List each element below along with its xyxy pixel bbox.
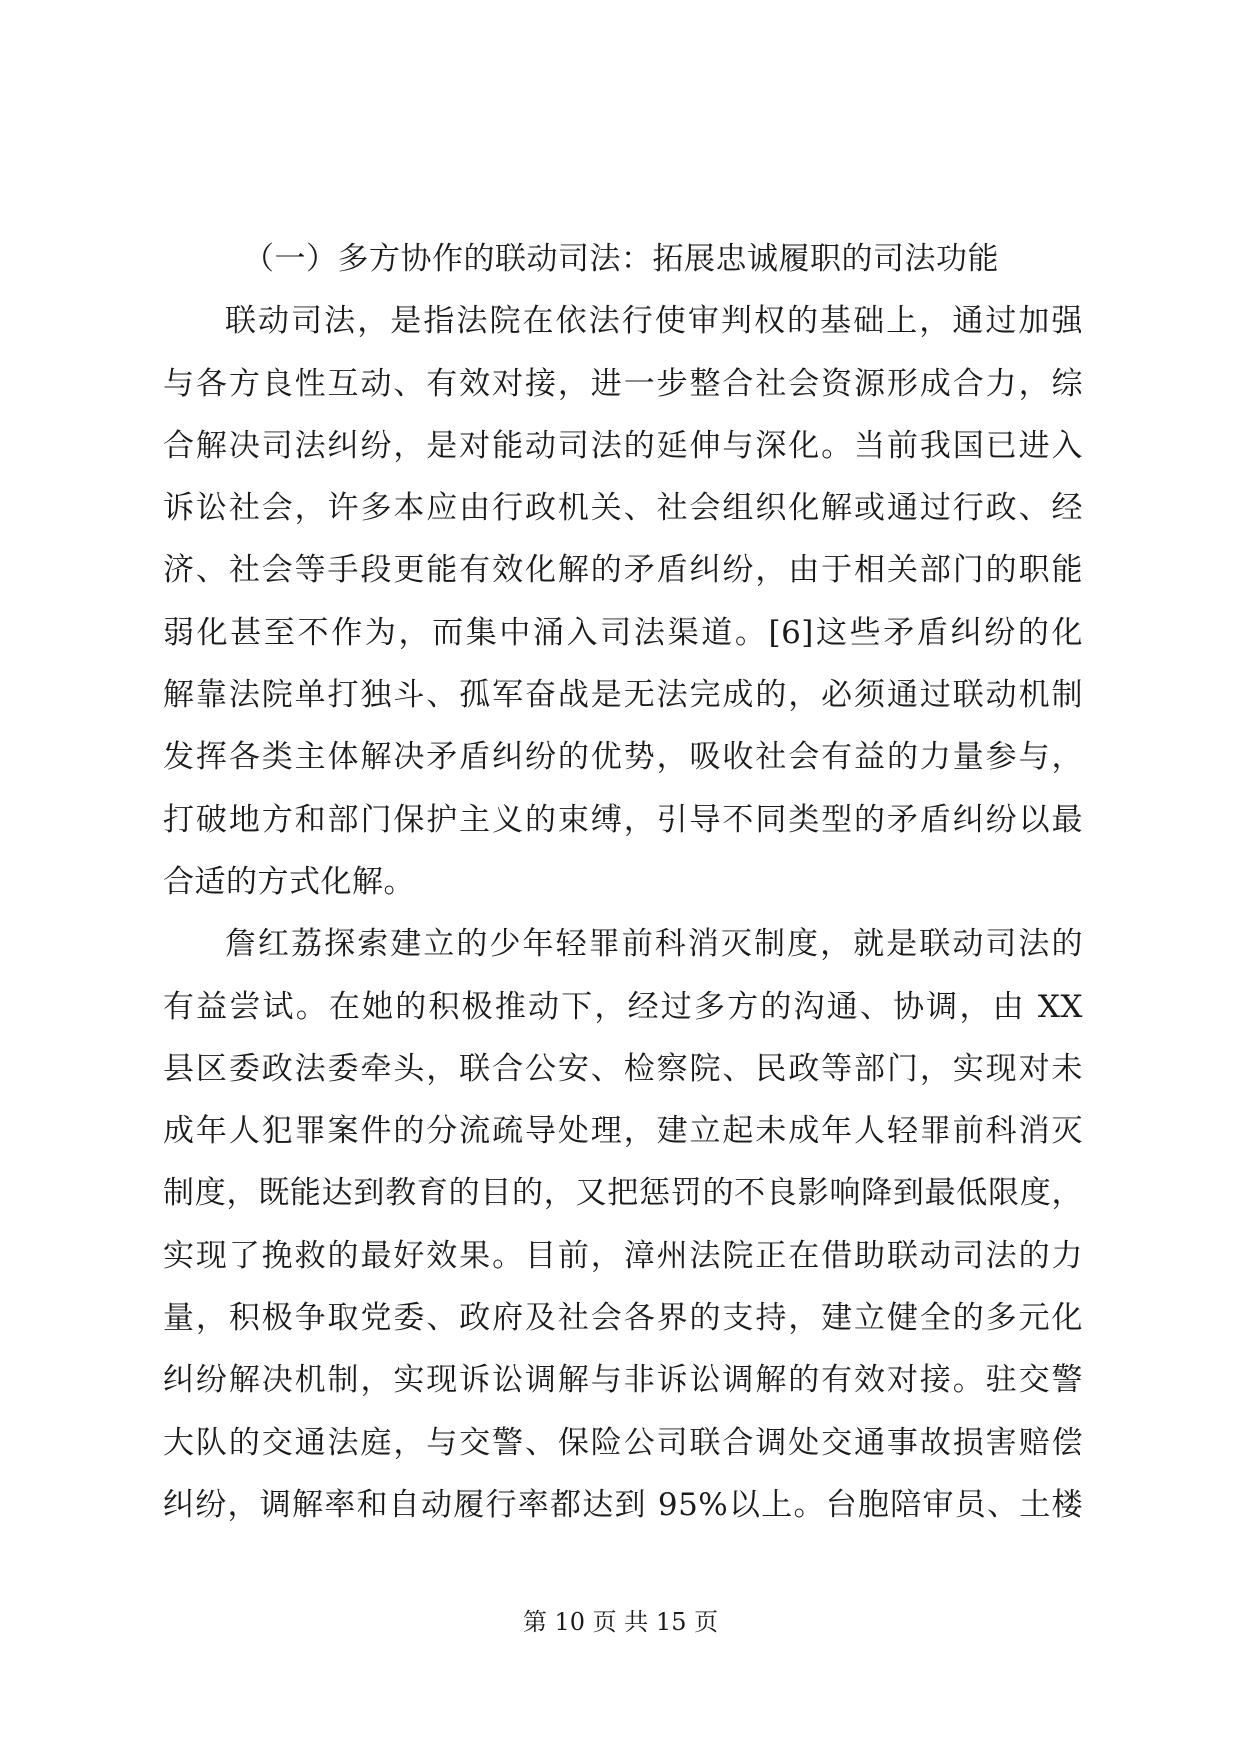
paragraph-line: 县区委政法委牵头，联合公安、检察院、民政等部门，实现对未 [163, 1050, 1083, 1087]
body-text [163, 228, 1083, 1536]
paragraph-line: 济、社会等手段更能有效化解的矛盾纠纷，由于相关部门的职能 [163, 552, 1083, 589]
paragraph-line: 诉讼社会，许多本应由行政机关、社会组织化解或通过行政、经 [163, 490, 1083, 527]
paragraph-line: 大队的交通法庭，与交警、保险公司联合调处交通事故损害赔偿 [163, 1424, 1083, 1461]
paragraph-line: 解靠法院单打独斗、孤军奋战是无法完成的，必须通过联动机制 [163, 677, 1083, 714]
paragraph-line: 打破地方和部门保护主义的束缚，引导不同类型的矛盾纠纷以最 [163, 801, 1083, 838]
paragraph-line: 詹红荔探索建立的少年轻罪前科消灭制度，就是联动司法的 [225, 926, 1083, 963]
paragraph-line: 制度，既能达到教育的目的，又把惩罚的不良影响降到最低限度， [163, 1175, 1083, 1212]
paragraph-line: 纠纷，调解率和自动履行率都达到 95%以上。台胞陪审员、土楼 [163, 1486, 1083, 1523]
paragraph-line: 合解决司法纠纷，是对能动司法的延伸与深化。当前我国已进入 [163, 427, 1083, 464]
paragraph-line: 量，积极争取党委、政府及社会各界的支持，建立健全的多元化 [163, 1300, 1083, 1337]
paragraph-line: 发挥各类主体解决矛盾纠纷的优势，吸收社会有益的力量参与， [163, 739, 1083, 776]
paragraph-line: 合适的方式化解。 [163, 863, 415, 900]
paragraph-line: 联动司法，是指法院在依法行使审判权的基础上，通过加强 [225, 303, 1083, 340]
section-heading: （一）多方协作的联动司法：拓展忠诚履职的司法功能 [243, 241, 999, 277]
page-number-footer: 第 10 页 共 15 页 [522, 1608, 719, 1636]
paragraph-line: 有益尝试。在她的积极推动下，经过多方的沟通、协调，由 XX [163, 988, 1083, 1025]
paragraph-line: 纠纷解决机制，实现诉讼调解与非诉讼调解的有效对接。驻交警 [163, 1362, 1083, 1399]
paragraph-line: 与各方良性互动、有效对接，进一步整合社会资源形成合力，综 [163, 365, 1083, 402]
paragraph-line: 弱化甚至不作为，而集中涌入司法渠道。[6]这些矛盾纠纷的化 [163, 614, 1083, 651]
paragraph-line: 成年人犯罪案件的分流疏导处理，建立起未成年人轻罪前科消灭 [163, 1113, 1083, 1150]
paragraph-line: 实现了挽救的最好效果。目前，漳州法院正在借助联动司法的力 [163, 1237, 1083, 1274]
